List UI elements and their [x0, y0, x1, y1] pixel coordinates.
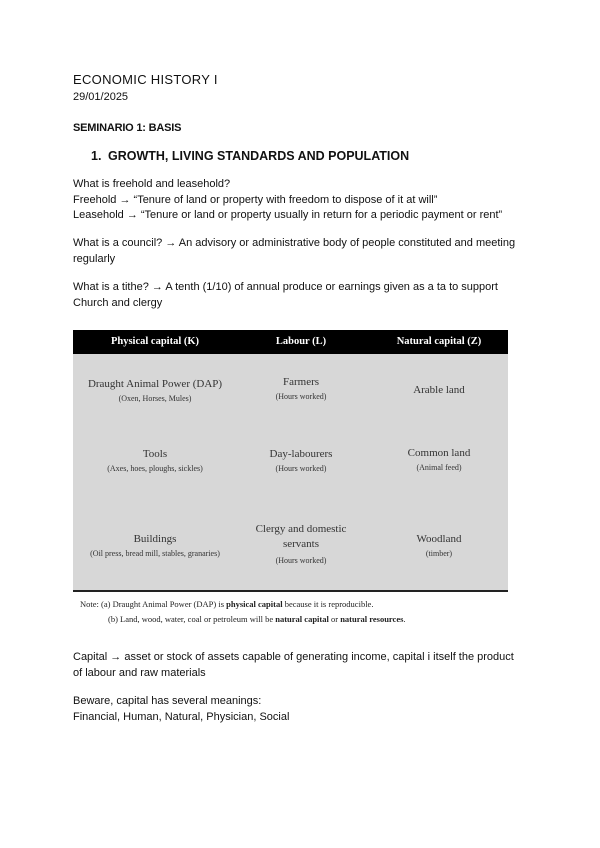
table-cell: Farmers (Hours worked)	[275, 376, 327, 401]
council-block	[73, 236, 533, 267]
table-cell: Clergy and domestic servants (Hours worked)	[255, 523, 347, 565]
capital-meanings-block	[73, 694, 533, 725]
capital-line-1: Capital → asset or stock of assets capable of generating income, capital i itself the product	[73, 651, 514, 663]
capital-line-2: of labour and raw materials	[73, 666, 206, 679]
capital-definition-block	[73, 650, 533, 681]
table-header	[73, 330, 508, 354]
table-note-b: (b) Land, wood, water, coal or petroleum will be natural capital or natural resources.	[108, 614, 406, 624]
seminar-title: SEMINARIO 1: BASIS	[73, 122, 182, 134]
leasehold-definition: Leasehold → “Tenure or land or property usually in return for a periodic payment or rent”	[73, 209, 503, 221]
header-natural-capital: Natural capital (Z)	[396, 336, 482, 347]
section-number: 1.	[91, 149, 102, 163]
table-cell: Buildings (Oil press, bread mill, stables, granaries)	[90, 533, 220, 558]
doc-date: 29/01/2025	[73, 91, 129, 103]
table-note-a: Note: (a) Draught Animal Power (DAP) is physical capital because it is reproducible.	[80, 599, 374, 609]
table-cell: Day-labourers (Hours worked)	[269, 448, 333, 473]
header-labour: Labour (L)	[275, 336, 327, 347]
capital-table-figure	[73, 330, 508, 592]
table-bottom-rule	[73, 590, 508, 592]
tithe-block	[73, 280, 533, 311]
doc-title: ECONOMIC HISTORY I	[73, 72, 218, 87]
section-heading	[91, 149, 409, 163]
header-physical-capital: Physical capital (K)	[110, 336, 200, 347]
section-heading-text: GROWTH, LIVING STANDARDS AND POPULATION	[108, 149, 410, 163]
freehold-question: What is freehold and leasehold?	[73, 178, 231, 190]
table-cell: Draught Animal Power (DAP) (Oxen, Horses, Mules)	[87, 378, 223, 403]
table-cell: Common land (Animal feed)	[407, 447, 471, 472]
council-line-1: What is a council? → An advisory or administrative body of people constituted and meeting	[73, 237, 516, 249]
freehold-definition: Freehold → “Tenure of land or property with freedom to dispose of it at will”	[73, 193, 438, 206]
council-line-2: regularly	[73, 252, 116, 265]
table-cell: Arable land	[413, 384, 465, 396]
freehold-block	[73, 177, 533, 224]
tithe-line-1: What is a tithe? → A tenth (1/10) of annual produce or earnings given as a ta to support	[73, 281, 498, 293]
table-cell: Woodland (timber)	[416, 533, 462, 558]
table-cell: Tools (Axes, hoes, ploughs, sickles)	[107, 448, 203, 473]
beware-line: Beware, capital has several meanings:	[73, 695, 262, 707]
meanings-line: Financial, Human, Natural, Physician, Social	[73, 710, 290, 723]
tithe-line-2: Church and clergy	[73, 296, 163, 309]
